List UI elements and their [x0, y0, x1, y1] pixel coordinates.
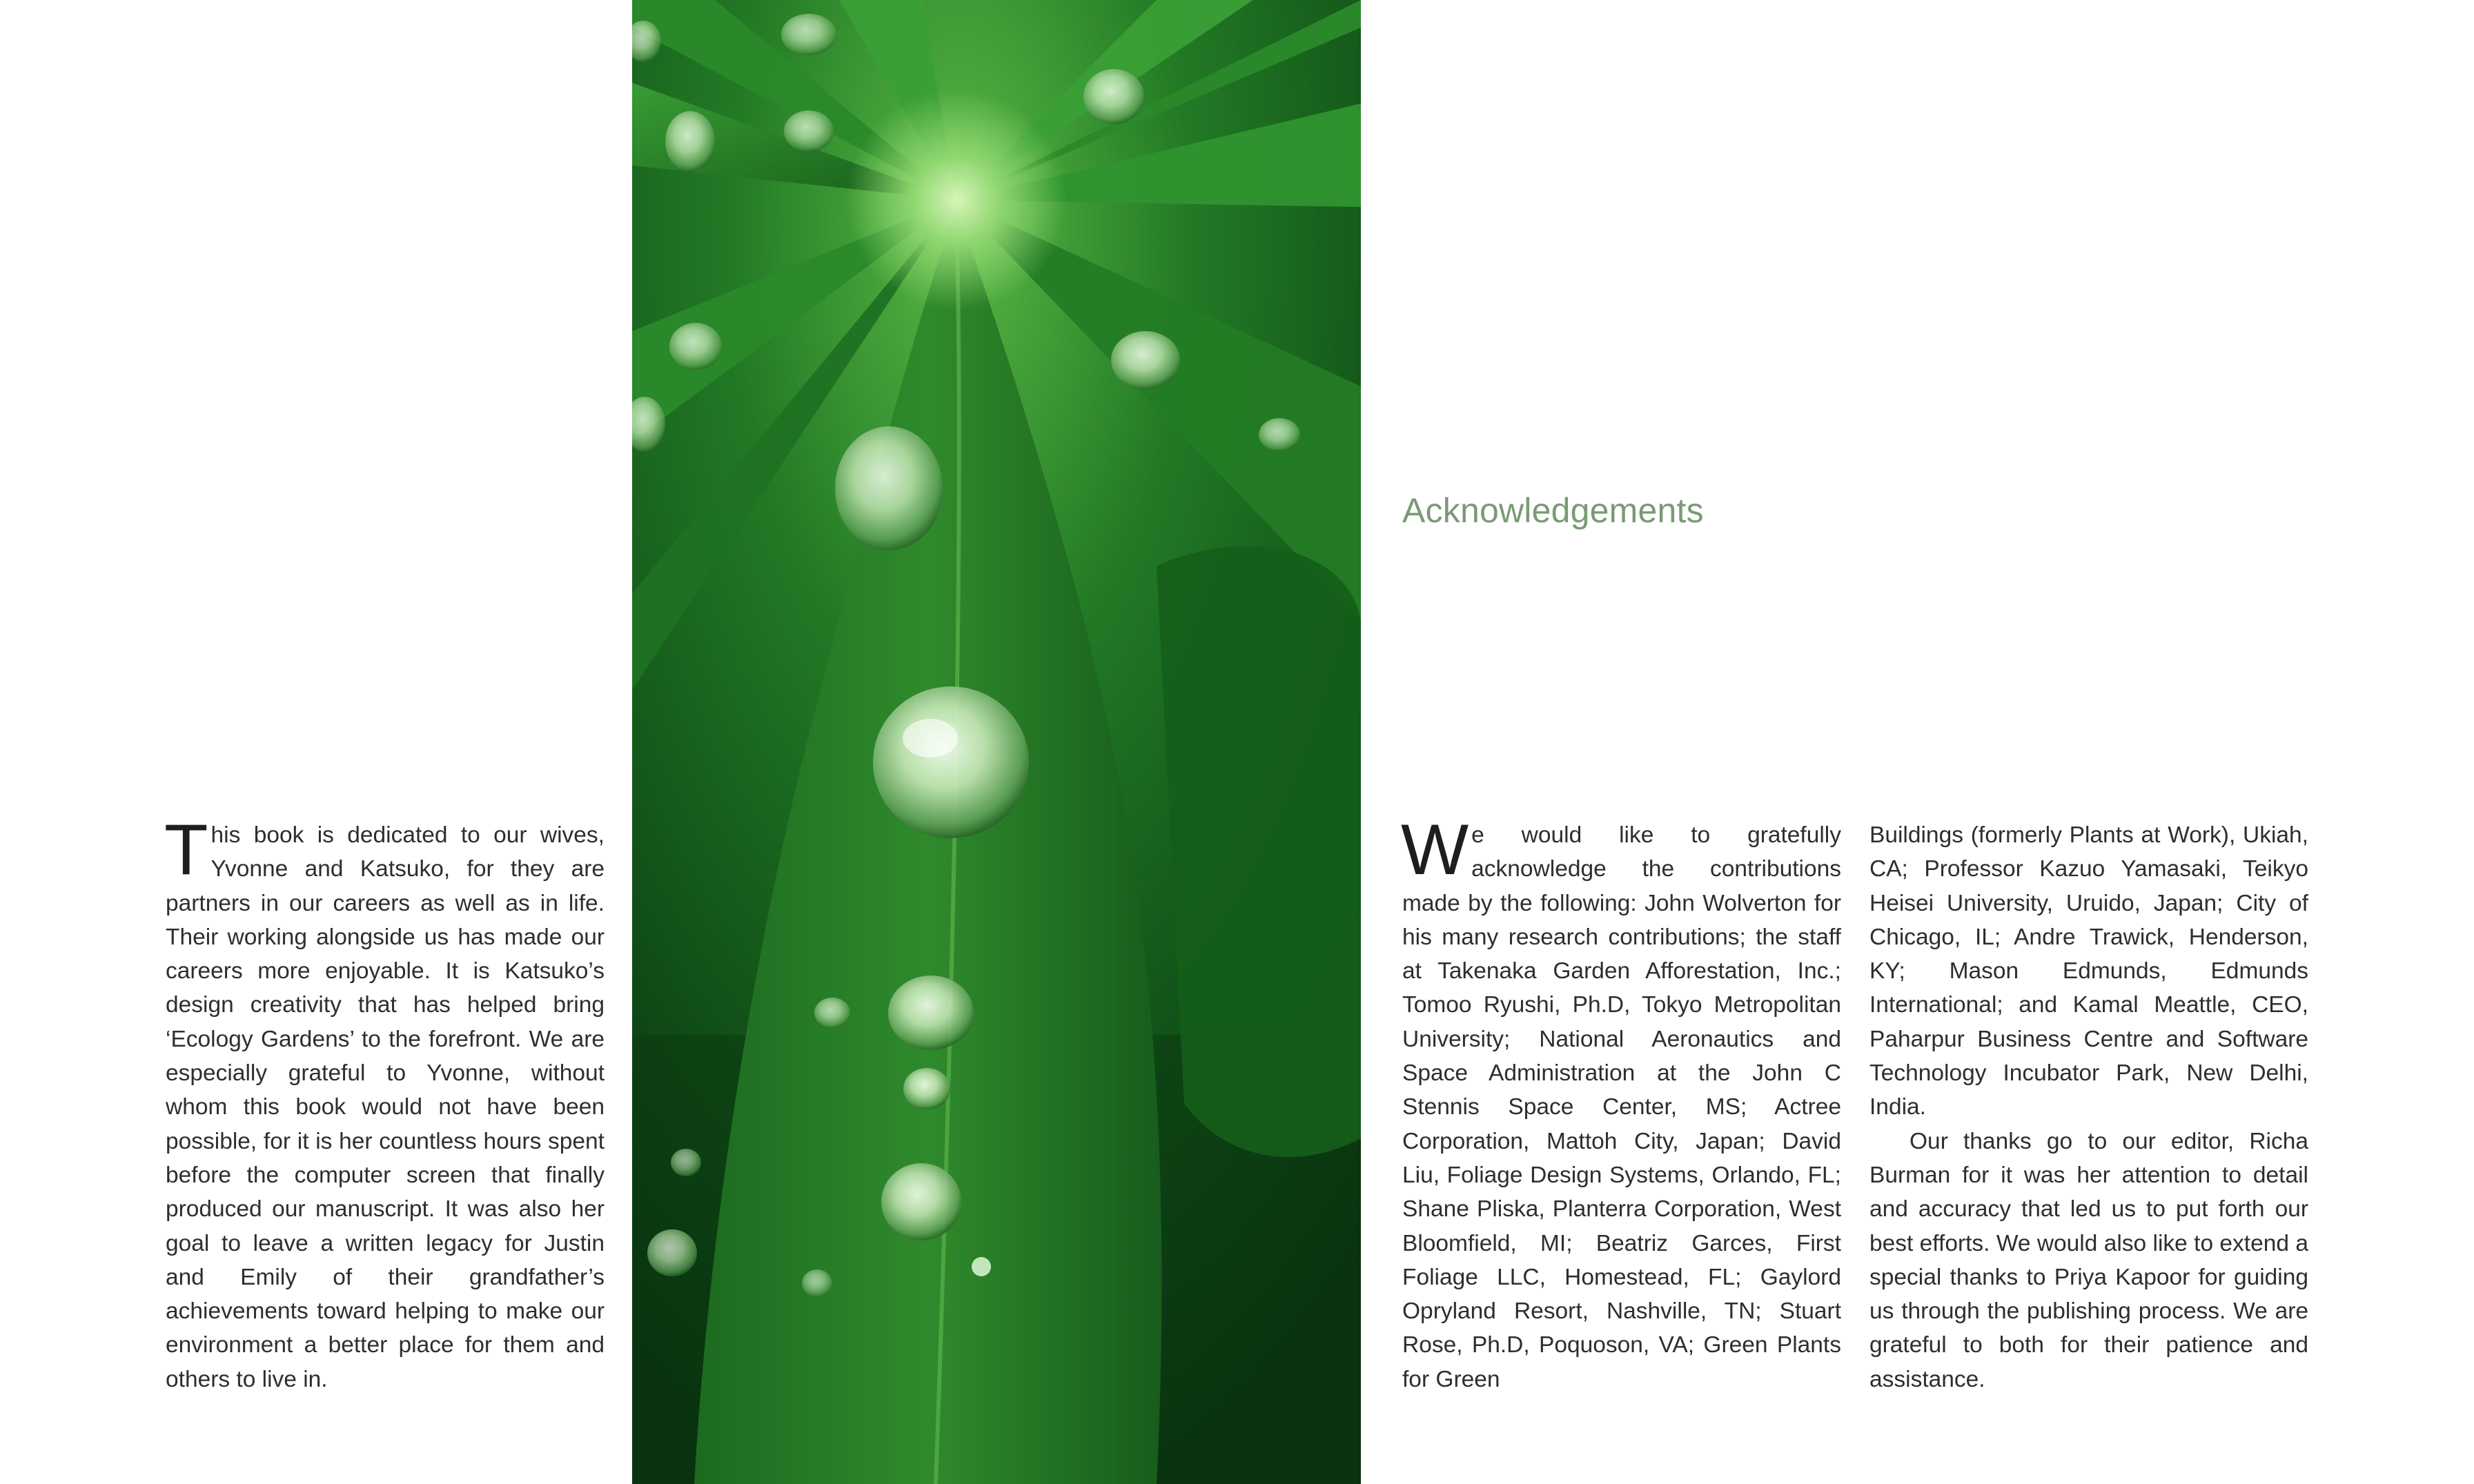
acknowledgements-column-2 [1869, 818, 2308, 1396]
dedication-paragraph [164, 810, 605, 1396]
dedication-text: his book is dedicated to our wives, Yvonne and Katsuko, for they are partners in our careers as well as in life. Their working alongside us has made our careers more enjoyable. It is Katsuko’s design creativity that has helped bring ‘Ecology Gardens’ to the forefront. We are especially grateful to Yvonne, without whom this book would not have been possible, for it is her countless hours spent before the computer screen that finally produced our manuscript. It was also her goal to leave a written legacy for Justin and Emily of their grandfather’s achievements toward helping to make our environment a better place for them and others to live in. [166, 822, 605, 1392]
acknowledgements-col1-text: e would like to gratefully acknowledge the contributions made by the following: John Wolverton for his many research contributions; the staff at Takenaka Garden Afforestation, Inc.; Tomoo Ryushi, Ph.D, Tokyo Metropolitan University; National Aeronautics and Space Administration at the John C Stennis Space Center, MS; Actree Corporation, Mattoh City, Japan; David Liu, Foliage Design Systems, Orlando, FL; Shane Pliska, Planterra Corporation, West Bloomfield, MI; Beatriz Garces, First Foliage LLC, Homestead, FL; Gaylord Opryland Resort, Nashville, TN; Stuart Rose, Ph.D, Poquoson, VA; Green Plants for Green [1402, 822, 1841, 1392]
acknowledgements-column-1 [1401, 810, 1841, 1396]
acknowledgements-dropcap: W [1401, 810, 1469, 890]
acknowledgements-col2-text: Buildings (formerly Plants at Work), Ukiah, CA; Professor Kazuo Yamasaki, Teikyo Heisei University, Uruido, Japan; City of Chicago, IL; Andre Trawick, Henderson, KY; Mason Edmunds, Edmunds International; and Kamal Meattle, CEO, Paharpur Business Centre and Software Technology Incubator Park, New Delhi, India. [1869, 822, 2308, 1120]
leaf-waterdrop-photo [632, 0, 1361, 1484]
acknowledgements-col2-para2: Our thanks go to our editor, Richa Burman for it was her attention to detail and accuracy that led us to put forth our best efforts. We would also like to extend a special thanks to Priya Kapoor for guiding us through the publishing process. We are grateful to both for their patience and assistance. [1869, 1128, 2308, 1392]
leaf-photo-image [632, 0, 1361, 1484]
dedication-dropcap: T [164, 810, 208, 890]
acknowledgements-heading: Acknowledgements [1402, 491, 1704, 530]
